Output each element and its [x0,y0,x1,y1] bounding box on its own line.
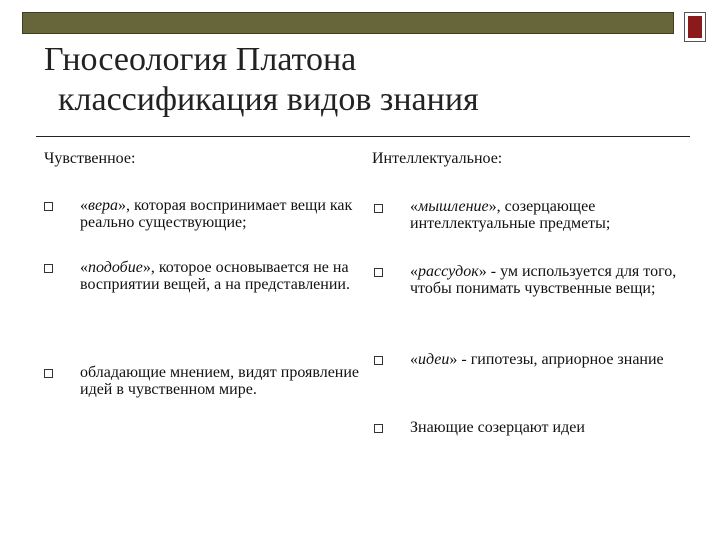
sensory-item-likeness [80,259,365,293]
square-bullet-icon [374,268,383,277]
corner-decoration [684,12,706,42]
intellectual-item-knowers [410,419,700,436]
title-divider [36,136,690,137]
item-text: , созерцающее интеллектуальные предметы; [410,198,611,232]
square-bullet-icon [374,356,383,365]
item-text: , которая воспринимает вещи как реально существующие; [80,197,353,231]
item-term: подобие [88,259,143,276]
item-text: - гипотезы, априорное знание [457,351,664,368]
intellectual-item-thinking [410,198,700,232]
corner-decoration-fill [688,16,702,38]
intellectual-item-ideas [410,351,700,368]
item-term: рассудок [418,263,479,280]
item-term: идеи [418,351,450,368]
quote-close: » [478,263,487,280]
quote-close: » [449,351,458,368]
intellectual-heading: Интеллектуальное: [372,150,503,167]
title-line-2: классификация видов знания [58,81,479,118]
sensory-heading: Чувственное: [44,150,136,167]
item-text: - ум используется для того, чтобы понимать чувственные вещи; [410,263,677,297]
item-term: мышление [418,198,489,215]
item-text: , которое основывается не на восприятии вещей, а на представлении. [80,259,350,293]
item-text: обладающие мнением, видят проявление идей в чувственном мире. [80,364,360,398]
square-bullet-icon [44,202,53,211]
quote-open: « [410,263,418,280]
square-bullet-icon [374,204,383,213]
square-bullet-icon [44,264,53,273]
square-bullet-icon [44,369,53,378]
quote-close: » [142,259,151,276]
quote-open: « [410,351,418,368]
quote-close: » [488,198,497,215]
quote-close: » [118,197,127,214]
intellectual-item-reason [410,263,700,297]
quote-open: « [80,197,88,214]
sensory-item-opinion [80,364,365,398]
quote-open: « [80,259,88,276]
title-bar-decoration [22,12,674,34]
quote-open: « [410,198,418,215]
item-text: Знающие созерцают идеи [410,419,585,436]
item-term: вера [88,197,119,214]
sensory-item-belief [80,197,365,231]
slide-title [44,40,479,120]
square-bullet-icon [374,424,383,433]
title-line-1: Гносеология Платона [44,41,357,78]
